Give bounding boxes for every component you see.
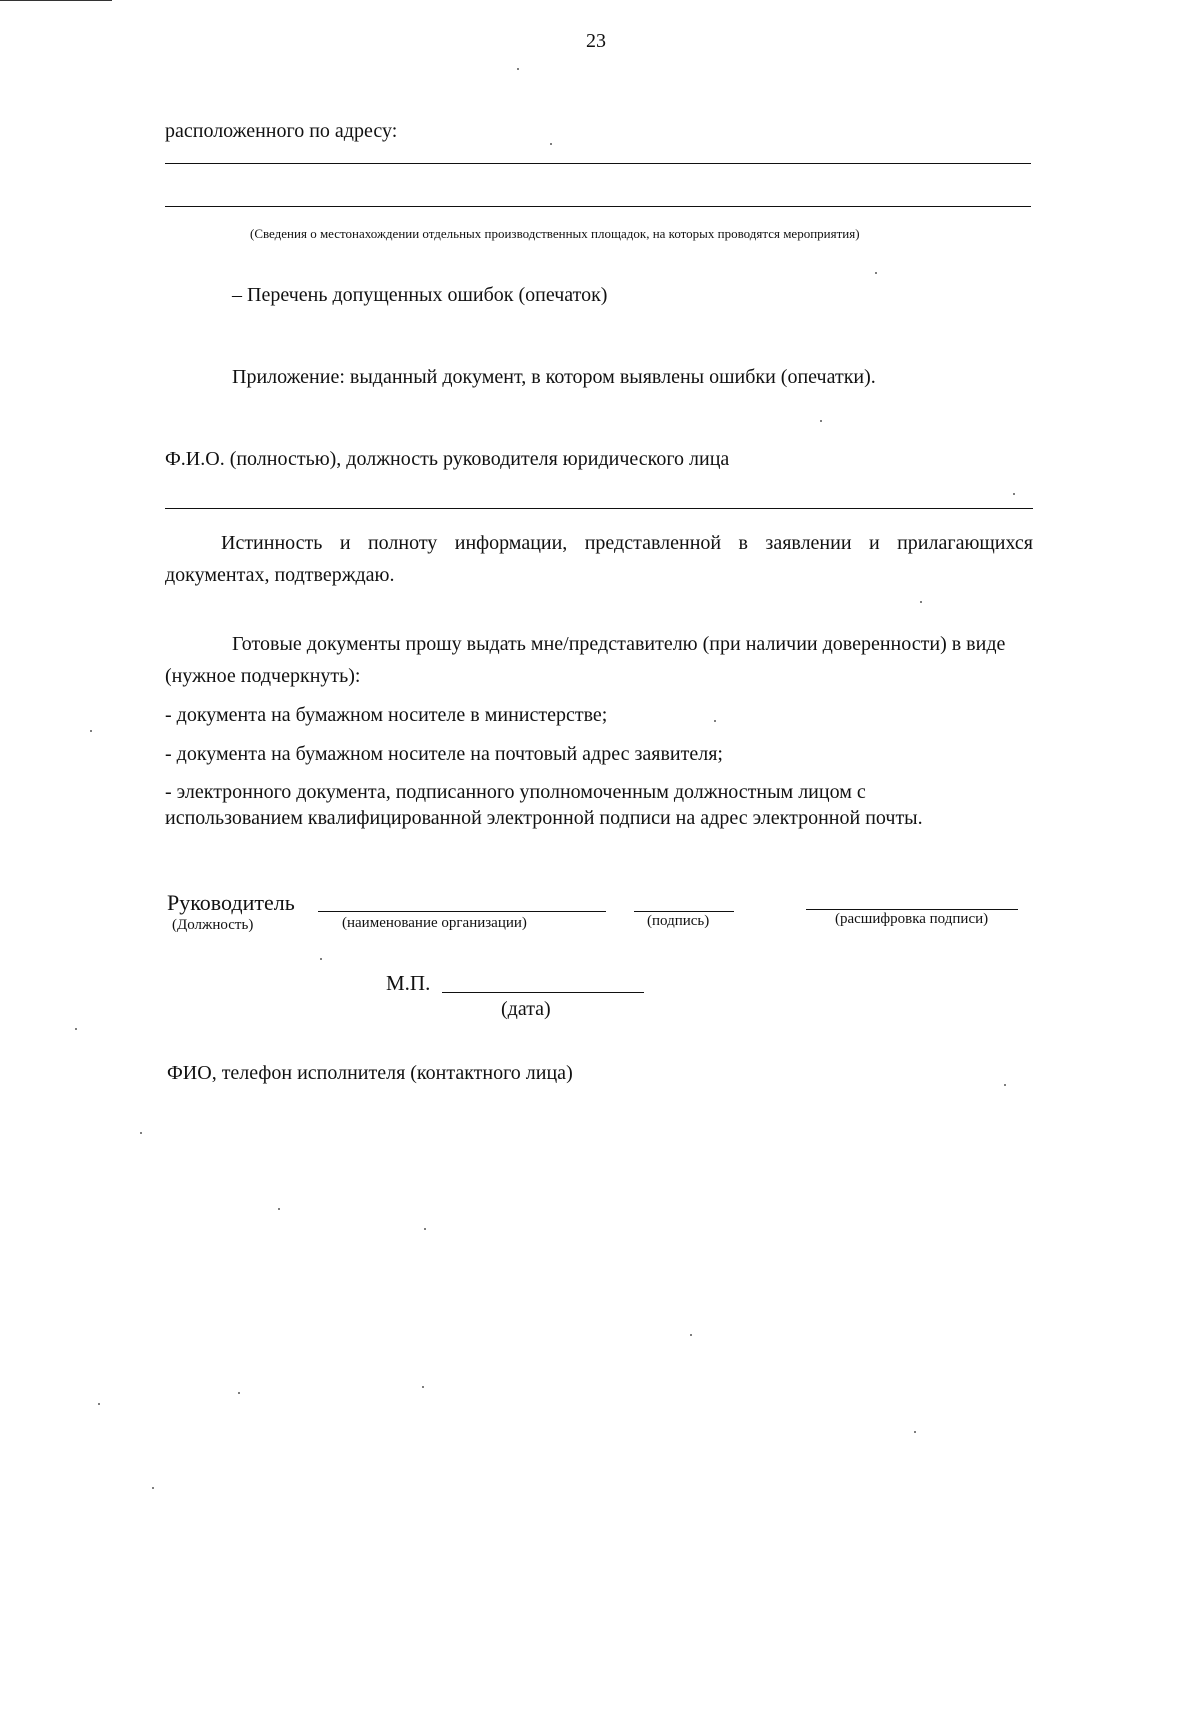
scan-speck (422, 1386, 424, 1388)
scan-speck (90, 730, 92, 732)
delivery-intro-line2: (нужное подчеркнуть): (165, 665, 361, 687)
scan-speck (424, 1228, 426, 1230)
scan-speck (278, 1208, 280, 1210)
address-label: расположенного по адресу: (165, 120, 398, 142)
head-name-line (165, 508, 1033, 509)
confirm-text: Истинность и полноту информации, представленной в заявлении и прилагающихся документах, подтверждаю. (165, 532, 1033, 586)
address-line-2 (165, 206, 1031, 207)
signature-position-value: Руководитель (167, 890, 295, 915)
scan-speck (875, 272, 877, 274)
contact-label: ФИО, телефон исполнителя (контактного лица) (167, 1062, 573, 1084)
scan-edge-mark (0, 0, 112, 1)
scan-speck (238, 1392, 240, 1394)
scan-speck (140, 1132, 142, 1134)
scan-speck (550, 143, 552, 145)
signature-position-caption: (Должность) (172, 917, 254, 933)
scan-speck (914, 1431, 916, 1433)
signature-line (634, 911, 734, 912)
date-caption: (дата) (501, 998, 551, 1020)
scan-speck (320, 958, 322, 960)
delivery-option-electronic-line2: использованием квалифицированной электронной подписи на адрес электронной почты. (165, 807, 923, 829)
scan-speck (1004, 1084, 1006, 1086)
org-name-caption: (наименование организации) (342, 915, 527, 931)
scan-speck (820, 420, 822, 422)
sites-caption: (Сведения о местонахождении отдельных производственных площадок, на которых проводятся мероприятия) (250, 226, 860, 241)
signature-decode-caption: (расшифровка подписи) (835, 911, 989, 927)
scan-speck (1013, 493, 1015, 495)
signature-decode-line (806, 909, 1018, 910)
scan-speck (517, 68, 519, 70)
stamp-label: М.П. (386, 971, 431, 995)
org-name-line (318, 911, 606, 912)
attachment-text: Приложение: выданный документ, в котором выявлены ошибки (опечатки). (232, 366, 876, 388)
head-name-label: Ф.И.О. (полностью), должность руководителя юридического лица (165, 448, 730, 470)
scan-speck (920, 601, 922, 603)
delivery-option-electronic-line1: - электронного документа, подписанного уполномоченным должностным лицом с (165, 781, 866, 803)
delivery-intro-line1: Готовые документы прошу выдать мне/представителю (при наличии доверенности) в виде (232, 633, 1006, 655)
delivery-option-paper-mail: - документа на бумажном носителе на почтовый адрес заявителя; (165, 743, 723, 765)
errors-list-label: – Перечень допущенных ошибок (опечаток) (232, 284, 608, 306)
date-line (442, 992, 644, 993)
scan-speck (690, 1334, 692, 1336)
delivery-option-paper-ministry: - документа на бумажном носителе в министерстве; (165, 704, 608, 726)
signature-caption: (подпись) (647, 913, 710, 929)
address-line-1 (165, 163, 1031, 164)
scan-speck (714, 720, 716, 722)
scan-speck (75, 1028, 77, 1030)
scan-speck (98, 1403, 100, 1405)
page-number: 23 (586, 30, 606, 52)
scan-speck (152, 1487, 154, 1489)
